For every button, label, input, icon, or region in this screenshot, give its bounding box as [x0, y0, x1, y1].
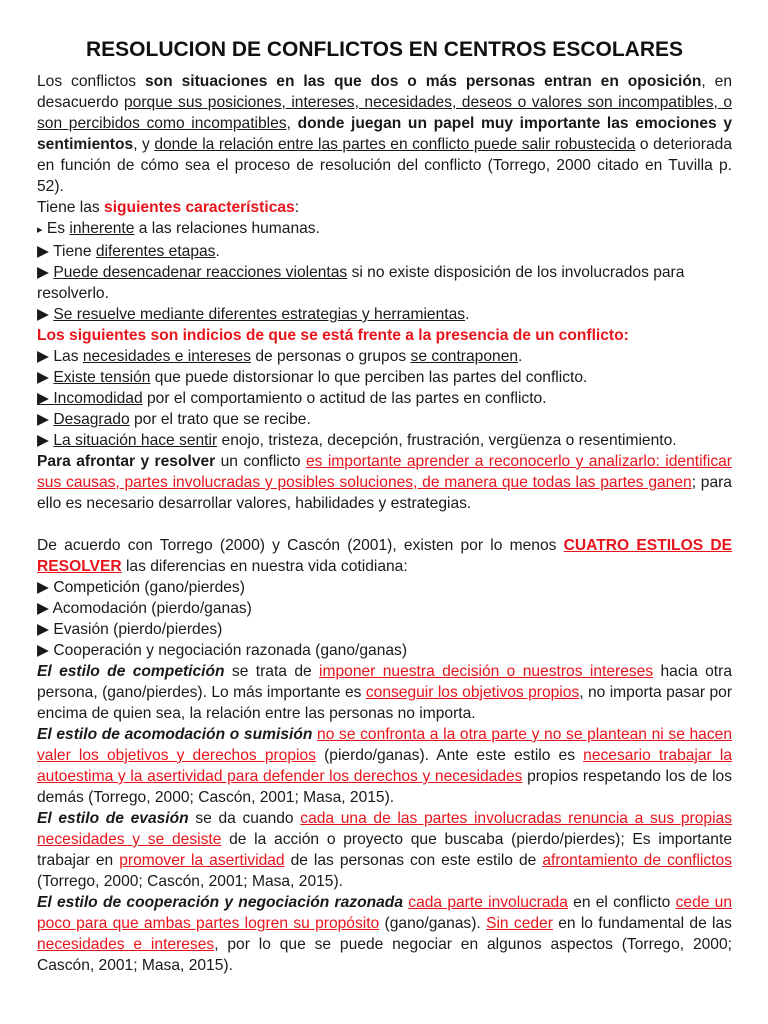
- paragraph-text: en el conflicto: [567, 894, 676, 911]
- item-text: de personas o grupos: [251, 348, 411, 365]
- item-underlined: La situación hace sentir: [53, 432, 218, 449]
- paragraph-text: , por lo que se puede negociar en algunos aspectos (Torrego, 2000; Cascón, 2001; Masa, 2015).: [37, 936, 732, 974]
- item-text: .: [518, 348, 523, 365]
- characteristics-highlight: siguientes características: [104, 199, 295, 216]
- red-underlined: no se confronta a la otra parte y no se plantean ni se hacen valer los objetivos y derechos propios: [37, 726, 732, 764]
- page-title: RESOLUCION DE CONFLICTOS EN CENTROS ESCOLARES: [86, 38, 683, 61]
- list-item: [37, 430, 732, 451]
- intro-bold-emotions: donde juegan un papel muy importante las emociones y sentimientos: [37, 115, 732, 153]
- face-red-underlined: es importante aprender a reconocerlo y analizarlo: identificar sus causas, partes involucradas y posibles soluciones, de manera que todas las partes ganen: [37, 453, 732, 491]
- bullet-triangle-icon: ▶: [37, 432, 49, 449]
- paragraph-text: se trata de: [224, 663, 320, 680]
- cooperation-paragraph: [37, 892, 732, 976]
- item-text: Tiene: [53, 243, 96, 260]
- bullet-triangle-icon: ▶: [37, 306, 49, 323]
- list-item: [37, 367, 732, 388]
- list-item: [37, 640, 732, 661]
- item-text: Acomodación (pierdo/ganas): [52, 600, 252, 617]
- styles-intro-text: De acuerdo con Torrego (2000) y Cascón (2001), existen por lo menos: [37, 537, 564, 554]
- red-underlined: promover la asertividad: [119, 852, 285, 869]
- paragraph-text: de la acción o proyecto que buscaba (pierdo/pierdes); Es importante trabajar en: [37, 831, 732, 869]
- red-underlined: cada parte involucrada: [408, 894, 568, 911]
- intro-text: o deteriorada en función de cómo sea el proceso de resolución del conflicto (Torrego, 2000 citado en Tuvilla p. 52).: [37, 136, 732, 195]
- accommodation-heading: El estilo de acomodación o sumisión: [37, 726, 313, 743]
- bullet-triangle-icon: ▶: [37, 579, 49, 596]
- lead-text: :: [294, 199, 300, 216]
- item-text: por el comportamiento o actitud de las partes en conflicto.: [142, 390, 547, 407]
- item-text: Evasión (pierdo/pierdes): [53, 621, 223, 638]
- red-underlined: necesario trabajar la autoestima y la asertividad para defender los derechos y necesidades: [37, 747, 733, 785]
- bullet-triangle-icon: ▶: [37, 348, 49, 365]
- list-item: [37, 262, 732, 304]
- competition-paragraph: [37, 661, 732, 724]
- cooperation-heading: El estilo de cooperación y negociación razonada: [37, 894, 403, 911]
- styles-highlight: CUATRO ESTILOS DE RESOLVER: [37, 537, 732, 575]
- paragraph-text: se da cuando: [188, 810, 301, 827]
- item-underlined: Puede desencadenar reacciones violentas: [53, 264, 348, 281]
- bullet-triangle-icon: ▶: [37, 621, 49, 638]
- spacer: [37, 514, 732, 535]
- list-item: [37, 241, 732, 262]
- item-text: Es: [46, 220, 70, 237]
- bullet-triangle-icon: ▶: [37, 600, 49, 617]
- styles-intro-text: las diferencias en nuestra vida cotidiana:: [121, 558, 408, 575]
- paragraph-text: , no importa pasar por encima de quien sea, la relación entre las personas no importa.: [37, 684, 733, 722]
- list-item: [37, 218, 732, 241]
- paragraph-text: de las personas con este estilo de: [284, 852, 543, 869]
- list-item: [37, 388, 732, 409]
- list-item: [37, 409, 732, 430]
- accommodation-paragraph: [37, 724, 732, 808]
- intro-underlined: porque sus posiciones, intereses, necesidades, deseos o valores son incompatibles, o son percibidos como incompatibles: [37, 94, 732, 132]
- item-text: .: [465, 306, 470, 323]
- bullet-triangle-icon: ▶: [37, 264, 49, 281]
- list-item: [37, 577, 732, 598]
- face-bold: Para afrontar y resolver: [37, 453, 216, 470]
- red-underlined: conseguir los objetivos propios: [365, 684, 580, 701]
- item-underlined: Se resuelve mediante diferentes estrategias y herramientas: [53, 306, 466, 323]
- red-underlined: afrontamiento de conflictos: [542, 852, 732, 869]
- item-text: si no existe disposición de los involucrados para resolverlo.: [37, 264, 685, 302]
- item-text: que puede distorsionar lo que perciben las partes del conflicto.: [150, 369, 588, 386]
- bullet-triangle-icon: ▶: [37, 411, 49, 428]
- intro-text: , y: [133, 136, 155, 153]
- competition-heading: El estilo de competición: [37, 663, 225, 680]
- item-underlined: necesidades e intereses: [82, 348, 252, 365]
- intro-underlined: donde la relación entre las partes en conflicto puede salir robustecida: [154, 136, 636, 153]
- bullet-triangle-icon: ▸: [37, 224, 43, 236]
- item-underlined: se contraponen: [410, 348, 519, 365]
- bullet-triangle-icon: ▶: [37, 642, 49, 659]
- face-text: ; para ello es necesario desarrollar valores, habilidades y estrategias.: [37, 474, 732, 512]
- bullet-triangle-icon: ▶: [37, 243, 49, 260]
- item-text: enojo, tristeza, decepción, frustración, vergüenza o resentimiento.: [217, 432, 677, 449]
- characteristics-lead: [37, 197, 732, 218]
- face-paragraph: [37, 451, 732, 514]
- item-text: a las relaciones humanas.: [134, 220, 320, 237]
- intro-bold-definition: son situaciones en las que dos o más personas entran en oposición: [144, 73, 702, 90]
- item-underlined: diferentes etapas: [95, 243, 216, 260]
- list-item: [37, 346, 732, 367]
- red-underlined: Sin ceder: [486, 915, 553, 932]
- paragraph-text: propios respetando los de los demás (Torrego, 2000; Cascón, 2001; Masa, 2015).: [37, 768, 733, 806]
- red-underlined: imponer nuestra decisión o nuestros intereses: [319, 663, 654, 680]
- intro-paragraph: [37, 71, 732, 197]
- evasion-paragraph: [37, 808, 732, 892]
- paragraph-text: en lo fundamental de las: [552, 915, 732, 932]
- item-text: Cooperación y negociación razonada (gano/ganas): [53, 642, 408, 659]
- item-underlined: Existe tensión: [53, 369, 151, 386]
- lead-text: Tiene las: [37, 199, 105, 216]
- intro-text: Los conflictos: [37, 73, 145, 90]
- face-text: un conflicto: [215, 453, 306, 470]
- list-item: [37, 598, 732, 619]
- item-underlined: Desagrado: [53, 411, 130, 428]
- item-underlined: inherente: [69, 220, 135, 237]
- item-underlined: Incomodidad: [53, 390, 143, 407]
- item-text: .: [215, 243, 220, 260]
- list-item: [37, 619, 732, 640]
- intro-text: ,: [286, 115, 298, 132]
- item-text: Competición (gano/pierdes): [53, 579, 245, 596]
- paragraph-text: (Torrego, 2000; Cascón, 2001; Masa, 2015).: [37, 873, 343, 890]
- paragraph-text: hacia otra persona, (gano/pierdes). Lo más importante es: [37, 663, 733, 701]
- evasion-heading: El estilo de evasión: [37, 810, 189, 827]
- list-item: [37, 304, 732, 325]
- indicators-heading: Los siguientes son indicios de que se está frente a la presencia de un conflicto:: [37, 327, 629, 344]
- paragraph-text: (pierdo/ganas). Ante este estilo es: [315, 747, 584, 764]
- bullet-triangle-icon: ▶: [37, 390, 49, 407]
- bullet-triangle-icon: ▶: [37, 369, 49, 386]
- item-text: por el trato que se recibe.: [129, 411, 311, 428]
- intro-text: , en desacuerdo: [37, 73, 732, 111]
- paragraph-text: (gano/ganas).: [379, 915, 487, 932]
- item-text: Las: [53, 348, 83, 365]
- red-underlined: cede un poco para que ambas partes logren su propósito: [37, 894, 733, 932]
- styles-intro-paragraph: [37, 535, 732, 577]
- red-underlined: necesidades e intereses: [37, 936, 215, 953]
- red-underlined: cada una de las partes involucradas renuncia a sus propias necesidades y se desiste: [37, 810, 733, 848]
- item-underlined-bullet: [37, 390, 143, 407]
